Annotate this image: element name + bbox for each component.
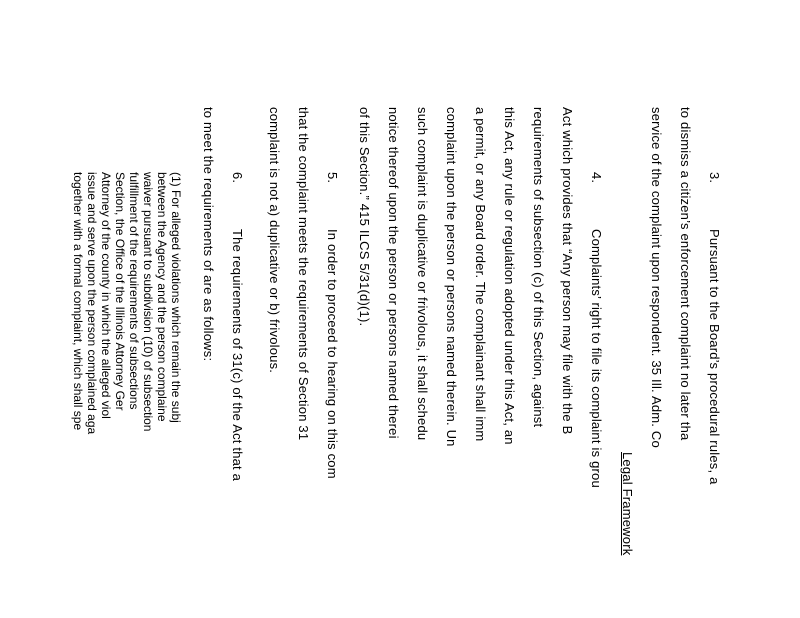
quote-line: between the Agency and the person complaine	[155, 172, 169, 422]
paragraph-3-number: 3.	[707, 172, 722, 184]
section-heading: Legal Framework	[620, 452, 635, 556]
paragraph-3-line: to dismiss a citizen’s enforcement complaint no later tha	[678, 107, 693, 441]
quote-line: issue and serve upon the person complained aga	[85, 172, 99, 435]
paragraph-5-number: 5.	[325, 172, 340, 184]
quote-line: fulfillment of the requirements of subsections	[127, 172, 141, 410]
quote-line: Attorney of the county in which the alleged viol	[99, 172, 113, 419]
quote-line: together with a formal complaint, which shall spe	[71, 172, 85, 431]
paragraph-6-number: 6.	[230, 172, 245, 184]
quote-line: (1) For alleged violations which remain the subj	[169, 172, 183, 423]
paragraph-5-line: In order to proceed to hearing on this com	[325, 229, 340, 479]
quote-line: Section, the Office of the Illinois Attorney Ger	[113, 172, 127, 411]
paragraph-5-line: that the complaint meets the requirements of Section 31	[296, 107, 311, 441]
paragraph-4-line: a permit, or any Board order. The complainant shall imm	[473, 107, 488, 442]
paragraph-6-line: to meet the requirements of are as follows:	[201, 107, 216, 362]
paragraph-4-number: 4.	[589, 172, 604, 184]
quote-line: waiver pursuant to subdivision (10) of subsection	[141, 172, 155, 432]
paragraph-4-line: Act which provides that “Any person may file with the B	[560, 107, 575, 435]
paragraph-4-line: notice thereof upon the person or persons named therei	[386, 107, 401, 439]
paragraph-3-line: Pursuant to the Board’s procedural rules, a	[707, 229, 722, 485]
paragraph-4-line: Complaints’ right to file its complaint is grou	[589, 229, 604, 488]
paragraph-4-line: of this Section.” 415 ILCS 5/31(d)(1).	[357, 107, 372, 327]
paragraph-4-line: complaint upon the person or persons named therein. Un	[444, 107, 459, 447]
paragraph-6-line: The requirements of 31(c) of the Act that a	[230, 229, 245, 482]
paragraph-4-line: this Act, any rule or regulation adopted under this Act, an	[502, 107, 517, 445]
paragraph-4-line: such complaint is duplicative or frivolous, it shall schedu	[415, 107, 430, 441]
paragraph-5-line: complaint is not a) duplicative or b) frivolous.	[267, 107, 282, 374]
paragraph-3-line: service of the complaint upon respondent. 35 Ill. Adm. Co	[649, 107, 664, 448]
paragraph-4-line: requirements of subsection (c) of this Section, against	[531, 107, 546, 428]
